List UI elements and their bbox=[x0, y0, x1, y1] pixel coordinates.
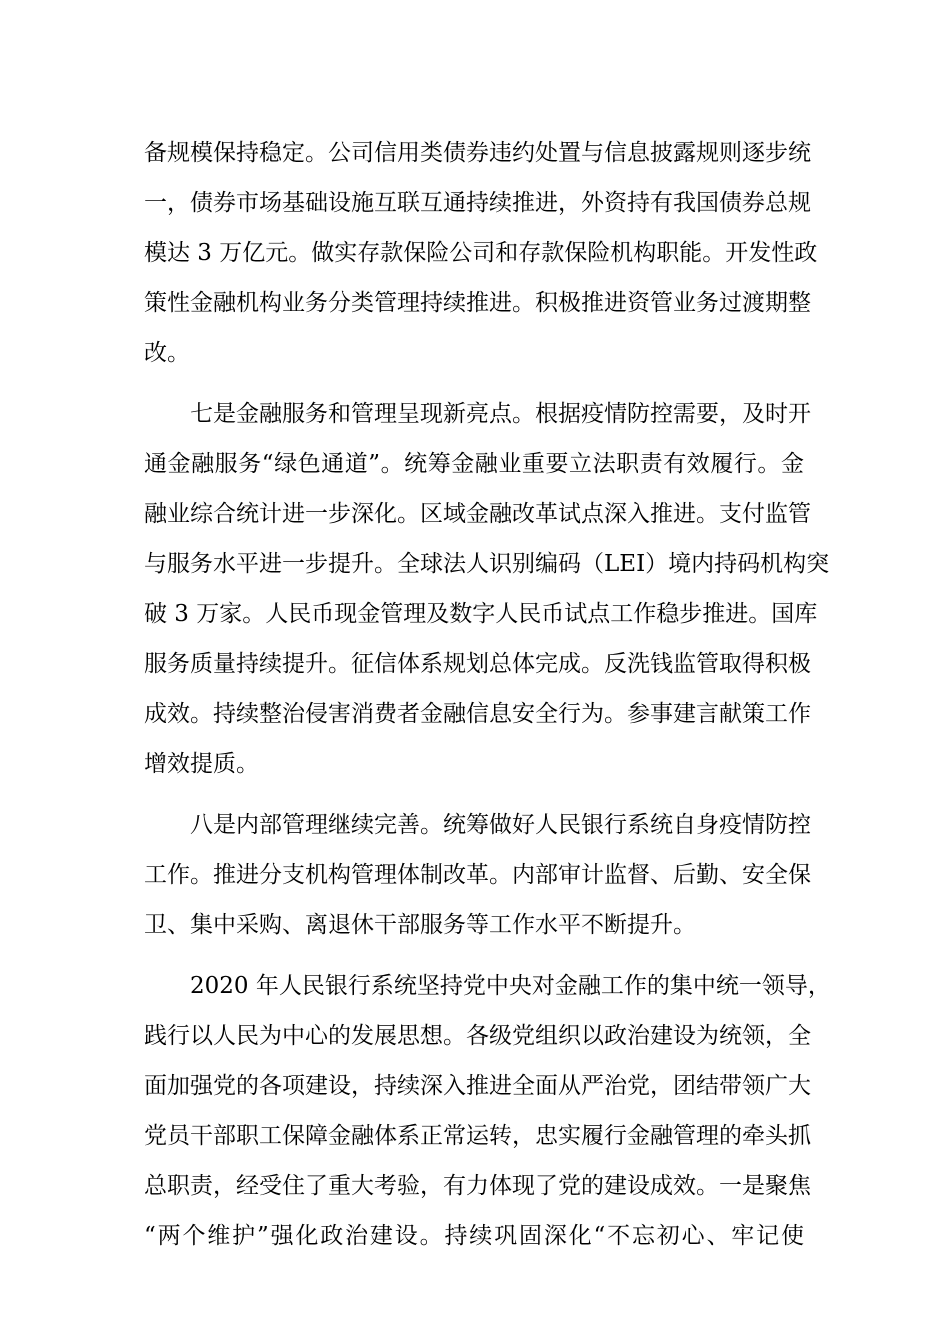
text-line: 总职责，经受住了重大考验，有力体现了党的建设成效。一是聚焦 bbox=[144, 1173, 811, 1199]
text-line: 党员干部职工保障金融体系正常运转，忠实履行金融管理的牵头抓 bbox=[144, 1123, 811, 1149]
paragraph bbox=[144, 800, 811, 950]
text-line: 与服务水平进一步提升。全球法人识别编码（LEI）境内持码机构突 bbox=[144, 551, 830, 577]
text-line: 七是金融服务和管理呈现新亮点。根据疫情防控需要，及时开 bbox=[144, 401, 811, 427]
text-line: 模达 3 万亿元。做实存款保险公司和存款保险机构职能。开发性政 bbox=[144, 240, 818, 266]
paragraph bbox=[144, 389, 830, 789]
text-line: 八是内部管理继续完善。统筹做好人民银行系统自身疫情防控 bbox=[144, 812, 811, 838]
text-line: 策性金融机构业务分类管理持续推进。积极推进资管业务过渡期整 bbox=[144, 290, 811, 316]
text-line: 融业综合统计进一步深化。区域金融改革试点深入推进。支付监管 bbox=[144, 501, 811, 527]
text-line: 服务质量持续提升。征信体系规划总体完成。反洗钱监管取得积极 bbox=[144, 651, 811, 677]
paragraph bbox=[144, 961, 831, 1261]
text-line: 通金融服务“绿色通道”。统筹金融业重要立法职责有效履行。金 bbox=[144, 451, 804, 477]
text-line: 践行以人民为中心的发展思想。各级党组织以政治建设为统领，全 bbox=[144, 1023, 811, 1049]
text-line: 破 3 万家。人民币现金管理及数字人民币试点工作稳步推进。国库 bbox=[144, 601, 818, 627]
text-line: “两个维护”强化政治建设。持续巩固深化“不忘初心、牢记使 bbox=[144, 1223, 804, 1249]
text-line: 卫、集中采购、离退休干部服务等工作水平不断提升。 bbox=[144, 912, 696, 938]
body-text bbox=[144, 128, 831, 1261]
text-line: 工作。推进分支机构管理体制改革。内部审计监督、后勤、安全保 bbox=[144, 862, 811, 888]
text-line: 2020 年人民银行系统坚持党中央对金融工作的集中统一领导， bbox=[144, 973, 831, 999]
text-line: 备规模保持稳定。公司信用类债券违约处置与信息披露规则逐步统 bbox=[144, 140, 811, 166]
text-line: 增效提质。 bbox=[144, 751, 259, 777]
text-line: 成效。持续整治侵害消费者金融信息安全行为。参事建言献策工作 bbox=[144, 701, 811, 727]
text-line: 改。 bbox=[144, 340, 190, 366]
text-line: 一，债券市场基础设施互联互通持续推进，外资持有我国债券总规 bbox=[144, 190, 811, 216]
paragraph bbox=[144, 128, 818, 378]
text-line: 面加强党的各项建设，持续深入推进全面从严治党，团结带领广大 bbox=[144, 1073, 811, 1099]
